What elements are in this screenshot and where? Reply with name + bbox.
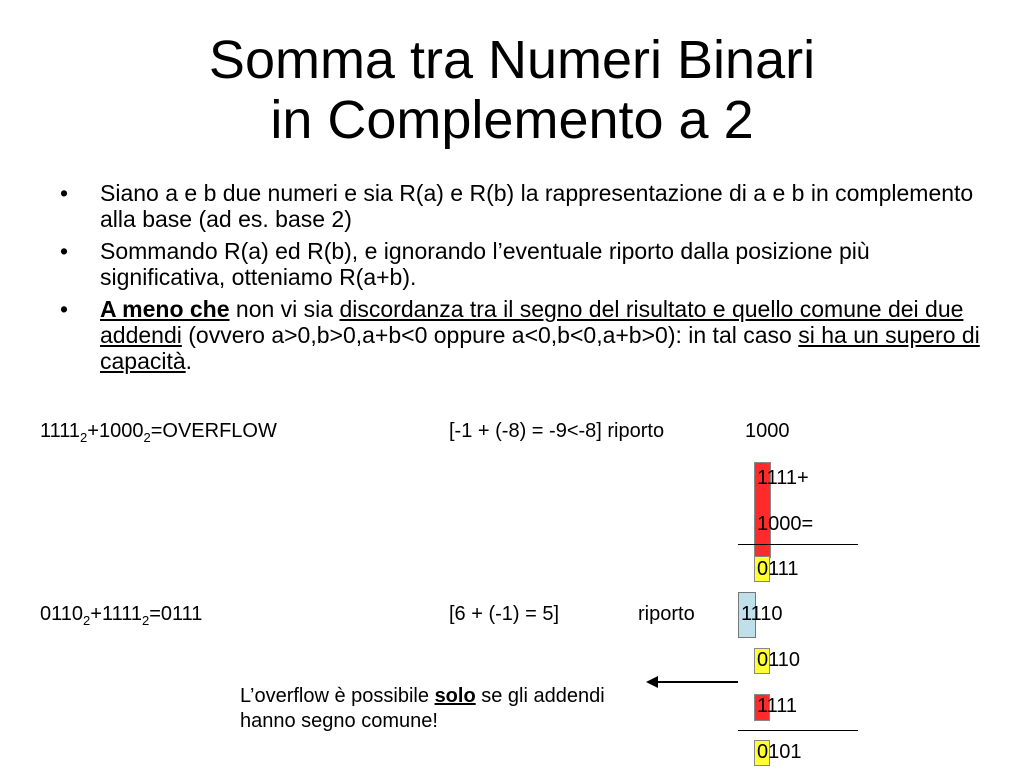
bullet-item-1 xyxy=(60,180,980,232)
example2-carry: 1110 xyxy=(741,603,783,625)
bullet-text: (ovvero a>0,b>0,a+b<0 oppure a<0,b<0,a+b>0): in tal caso xyxy=(181,322,799,348)
bullet-text: . xyxy=(185,348,193,374)
bullet-text: Sommando R(a) ed R(b), e ignorando l’eventuale riporto dalla posizione più significativa, otteniamo R(a+b). xyxy=(100,238,870,290)
example1-addend2: 1000= xyxy=(757,513,814,535)
sum-divider xyxy=(738,544,858,545)
underlined-text: si ha un supero di capacità xyxy=(100,322,980,374)
example1-addend1: 1111+ xyxy=(757,467,809,489)
example2-addend2: 1111 xyxy=(757,695,798,717)
underlined-text: discordanza tra il segno del risultato e quello comune dei due addendi xyxy=(100,296,964,348)
title-line-1: Somma tra Numeri Binari xyxy=(208,30,816,90)
bullet-item-2 xyxy=(60,238,980,290)
example2-formula: $0110_2+1111_2=0111$ xyxy=(40,603,203,628)
bullet-text: Siano a e b due numeri e sia R(a) e R(b) la rappresentazione di a e b in complemento alla base (ad es. base 2) xyxy=(100,180,974,232)
sum-divider xyxy=(738,730,858,731)
example1-description: [-1 + (-8) = -9<-8] riporto xyxy=(449,420,665,442)
example2-carry-label: riporto xyxy=(638,603,695,625)
overflow-note: L’overflow è possibile solo se gli addendi hanno segno comune! xyxy=(240,685,605,732)
bullet-list xyxy=(60,180,980,380)
slide-title xyxy=(0,30,1024,150)
example1-carry: 1000 xyxy=(745,420,790,442)
left-arrow-icon xyxy=(644,672,740,692)
bullet-item-3 xyxy=(60,296,980,374)
bullet-marker: • xyxy=(60,296,69,322)
example2-addend1: 0110 xyxy=(757,649,801,671)
emphasis-text: A meno che xyxy=(100,296,230,322)
emphasis-text: solo xyxy=(434,685,476,707)
bullet-marker: • xyxy=(60,238,69,264)
bullet-text: non vi sia xyxy=(229,296,340,322)
example2-result: 0101 xyxy=(757,741,802,763)
example2-description: [6 + (-1) = 5] xyxy=(449,603,560,625)
bullet-marker: • xyxy=(60,180,69,206)
title-line-2: in Complemento a 2 xyxy=(270,90,754,150)
example1-result: 0111 xyxy=(757,558,799,580)
example1-formula: $1111_2+1000_2=OVERFLOW$ xyxy=(40,420,277,445)
